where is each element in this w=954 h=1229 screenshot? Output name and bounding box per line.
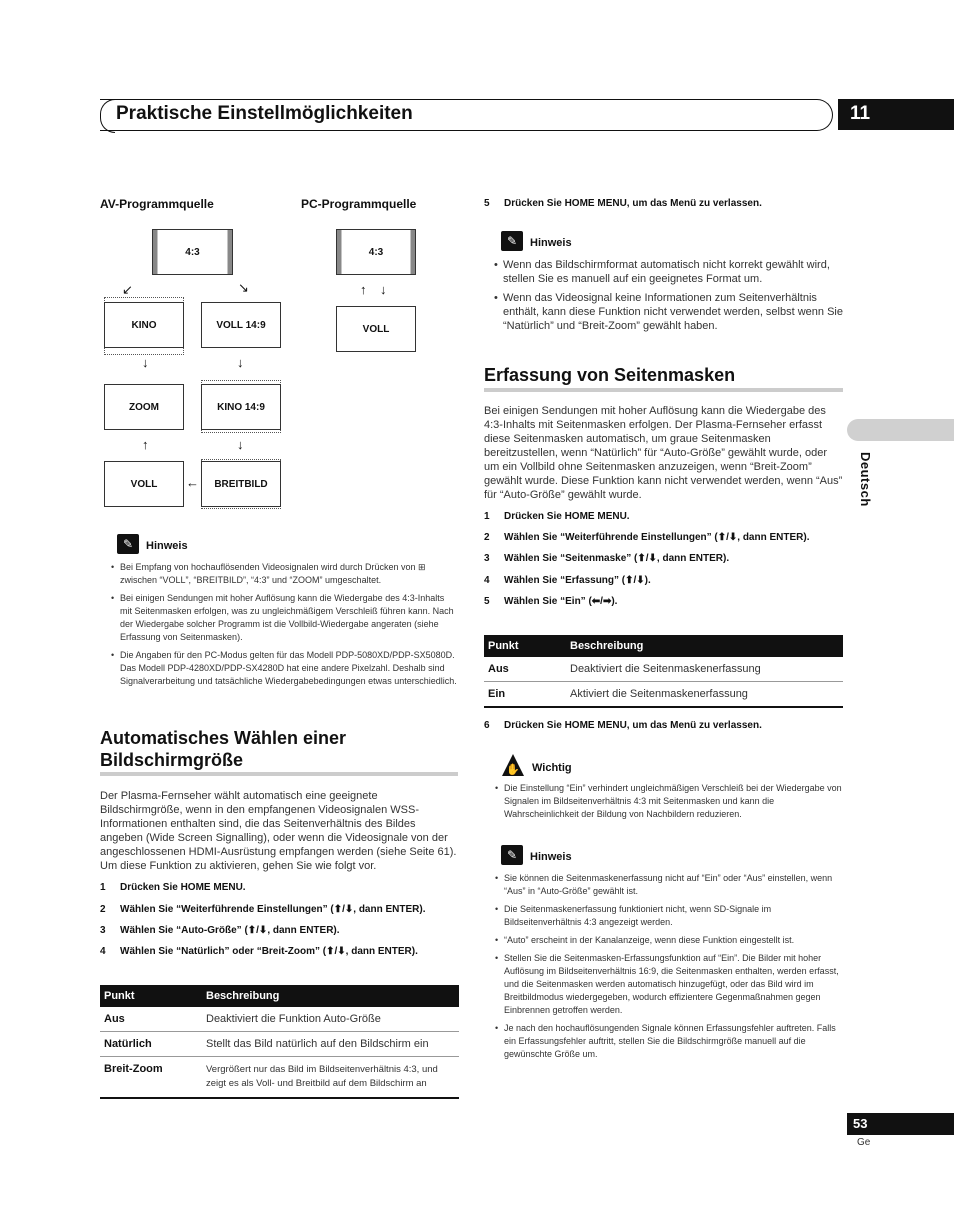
page-language: Ge — [857, 1137, 871, 1148]
arrow-down-icon: ↓ — [380, 282, 387, 297]
list-item: • Wenn das Videosignal keine Informationen zum Seitenverhältnis enthält, kann diese Funktion nicht verwendet werden, selbst wenn Sie “Natürlich” und “Breit-Zoom” gewählt haben. — [494, 291, 844, 333]
note-title: Hinweis — [530, 237, 572, 249]
list-item: • Stellen Sie die Seitenmasken-Erfassungsfunktion auf “Ein”. Die Bilder mit hoher Auflösung im Bildseitenverhältnis 16:9, die Seitenmasken enthalten, werden erfasst, und die Seitenmasken werden automatisch hinzugefügt, oder das Bild wird im Breitbildmodus wiedergegeben, wodurch effizientere Gegenmaßnahmen gegen Einbrennen getroffen werden. — [495, 952, 847, 1017]
warning-icon — [501, 753, 525, 777]
page-number: 53 — [853, 1116, 868, 1131]
table-cell: Ein — [484, 682, 566, 708]
step-5-exit: 5 Drücken Sie HOME MENU, um das Menü zu verlassen. — [484, 198, 762, 209]
svg-text:✋: ✋ — [506, 763, 520, 776]
av-box-43: 4:3 — [152, 229, 233, 275]
table-cell: Vergrößert nur das Bild im Bildseitenverhältnis 4:3, und zeigt es als Voll- und Breitbild auf dem Bildschirm an — [202, 1057, 459, 1099]
note-icon: ✎ — [117, 534, 139, 554]
arrow-up-icon: ↑ — [360, 282, 367, 297]
section-rule — [100, 772, 458, 776]
list-item: • Bei Empfang von hochauflösenden Videosignalen wird durch Drücken von ⊞ zwischen “VOLL”, “BREITBILD”, “4:3” und “ZOOM” umgeschaltet. — [111, 561, 458, 587]
auto-step-4: 4 Wählen Sie “Natürlich” oder “Breit-Zoom” (⬆/⬇, dann ENTER). — [100, 946, 418, 957]
chapter-number: 11 — [850, 103, 871, 124]
table-cell: Stellt das Bild natürlich auf den Bildschirm ein — [202, 1032, 459, 1057]
list-item: • Je nach den hochauflösungenden Signale können Erfassungsfehler auftreten. Falls ein Erfassungsfehler auftritt, stellen Sie die Bildschirmgröße manuell auf die gewünschte Größe um. — [495, 1022, 847, 1061]
table-cell: Natürlich — [100, 1032, 202, 1057]
auto-step-1: 1 Drücken Sie HOME MENU. — [100, 882, 246, 893]
table-header: Beschreibung — [566, 635, 843, 657]
list-item: • Bei einigen Sendungen mit hoher Auflösung kann die Wiedergabe des 4:3-Inhalts mit Seitenmasken erfolgen, was zu ungleichmäßigem Verschleiß führen kann. Nach der Wiedergabe solcher Programm ist die Vollbild-Wiedergabe angeraten (siehe Erfassung von Seitenmasken). — [111, 592, 458, 644]
table-row — [100, 1057, 459, 1099]
av-box-voll149: VOLL 14:9 — [201, 302, 281, 348]
table-cell: Deaktiviert die Seitenmaskenerfassung — [566, 657, 843, 682]
arrow-icon: ↘ — [238, 280, 249, 295]
note-title: Hinweis — [146, 540, 188, 552]
list-item: • Die Einstellung “Ein” verhindert ungleichmäßigen Verschleiß bei der Wiedergabe von Signalen im Bildseitenverhältnis 4:3 mit Seitenmasken und kann die Wahrscheinlichkeit der Bildung von Nachbildern reduzieren. — [495, 782, 847, 821]
note-icon: ✎ — [501, 845, 523, 865]
mask-step-1: 1 Drücken Sie HOME MENU. — [484, 511, 630, 522]
table-row — [100, 1007, 459, 1032]
section-rule — [484, 388, 843, 392]
pc-box-43: 4:3 — [336, 229, 416, 275]
arrow-down-icon: ↓ — [237, 437, 244, 452]
important-title: Wichtig — [532, 762, 572, 774]
table-row — [484, 657, 843, 682]
table-cell: Aus — [100, 1007, 202, 1032]
mask-step-5: 5 Wählen Sie “Ein” (⬅/➡). — [484, 596, 618, 607]
av-box-zoom: ZOOM — [104, 384, 184, 430]
arrow-left-icon: ← — [186, 475, 199, 490]
table-cell: Aktiviert die Seitenmaskenerfassung — [566, 682, 843, 708]
table-cell: Aus — [484, 657, 566, 682]
list-item: • Wenn das Bildschirmformat automatisch nicht korrekt gewählt wird, stellen Sie es manuell auf ein geeignetes Format um. — [494, 258, 844, 286]
pc-box-voll: VOLL — [336, 306, 416, 352]
list-item: • Die Seitenmaskenerfassung funktioniert nicht, wenn SD-Signale im Bildseitenverhältnis 4:3 angezeigt werden. — [495, 903, 847, 929]
list-item: • “Auto” erscheint in der Kanalanzeige, wenn diese Funktion eingestellt ist. — [495, 934, 847, 947]
av-box-voll: VOLL — [104, 461, 184, 507]
mask-step-4: 4 Wählen Sie “Erfassung” (⬆/⬇). — [484, 575, 651, 586]
table-row — [484, 682, 843, 708]
table-cell: Deaktiviert die Funktion Auto-Größe — [202, 1007, 459, 1032]
av-heading: AV-Programmquelle — [100, 197, 214, 211]
mask-table — [484, 635, 843, 708]
pc-heading: PC-Programmquelle — [301, 197, 417, 211]
right-note1-list — [494, 258, 844, 338]
table-header: Beschreibung — [202, 985, 459, 1007]
section-title-auto: Automatisches Wählen einer Bildschirmgröße — [100, 728, 347, 770]
side-tab — [847, 419, 954, 441]
auto-step-3: 3 Wählen Sie “Auto-Größe” (⬆/⬇, dann ENTER). — [100, 925, 340, 936]
mask-step-3: 3 Wählen Sie “Seitenmaske” (⬆/⬇, dann ENTER). — [484, 553, 730, 564]
av-box-kino: KINO — [104, 302, 184, 348]
right-note2-list — [495, 872, 847, 1066]
page-title: Praktische Einstellmöglichkeiten — [116, 103, 413, 124]
arrow-up-icon: ↑ — [142, 437, 149, 452]
arrow-icon: ↙ — [122, 282, 133, 297]
auto-table — [100, 985, 459, 1099]
mask-step-6: 6 Drücken Sie HOME MENU, um das Menü zu verlassen. — [484, 720, 762, 731]
arrow-down-icon: ↓ — [237, 355, 244, 370]
table-header: Punkt — [100, 985, 202, 1007]
section-title-mask: Erfassung von Seitenmasken — [484, 365, 736, 385]
table-row — [100, 1032, 459, 1057]
mask-paragraph: Bei einigen Sendungen mit hoher Auflösung kann die Wiedergabe des 4:3-Inhalts mit Seitenmasken erfolgen. Der Plasma-Fernseher erfasst diese Seitenmasken automatisch, um graue Seitenmasken bereitzustellen, wenn “Natürlich” für “Auto-Größe” gewählt wurde, oder um ein Vollbild ohne Seitenmasken anzuzeigen, wenn “Breit-Zoom” gewählt wurde. Diese Funktion kann nicht verwendet werden, wenn “Aus” für “Auto-Größe” gewählt wurde. — [484, 405, 843, 501]
mask-step-2: 2 Wählen Sie “Weiterführende Einstellungen” (⬆/⬇, dann ENTER). — [484, 532, 810, 543]
list-item: • Sie können die Seitenmaskenerfassung nicht auf “Ein” oder “Aus” einstellen, wenn “Aus” in “Auto-Größe” gewählt ist. — [495, 872, 847, 898]
language-label: Deutsch — [858, 452, 873, 507]
important-list — [495, 782, 847, 826]
auto-paragraph: Der Plasma-Fernseher wählt automatisch eine geeignete Bildschirmgröße, wenn in den empfangenen Videosignalen WSS-Informationen enthalten sind, die das Seitenverhältnis des Bildes angeben (Wide Screen Signalling), oder wenn die Videosignale von der angeschlossenen HDMI-Ausrüstung empfangen werden (siehe Seite 61). Um diese Funktion zu aktivieren, gehen Sie wie folgt vor. — [100, 790, 457, 872]
av-box-kino149: KINO 14:9 — [201, 384, 281, 430]
table-header: Punkt — [484, 635, 566, 657]
note-icon: ✎ — [501, 231, 523, 251]
list-item: • Die Angaben für den PC-Modus gelten für das Modell PDP-5080XD/PDP-SX5080D. Das Modell PDP-4280XD/PDP-SX4280D hat eine andere Pixelzahl. Deshalb sind Signalverarbeitung und tatsächliche Wiedergabebedingungen etwas unterschiedlich. — [111, 649, 458, 688]
table-cell: Breit-Zoom — [100, 1057, 202, 1099]
note-title: Hinweis — [530, 851, 572, 863]
av-box-breitbild: BREITBILD — [201, 461, 281, 507]
auto-step-2: 2 Wählen Sie “Weiterführende Einstellungen” (⬆/⬇, dann ENTER). — [100, 904, 426, 915]
left-note-list — [111, 561, 458, 693]
arrow-down-icon: ↓ — [142, 355, 149, 370]
